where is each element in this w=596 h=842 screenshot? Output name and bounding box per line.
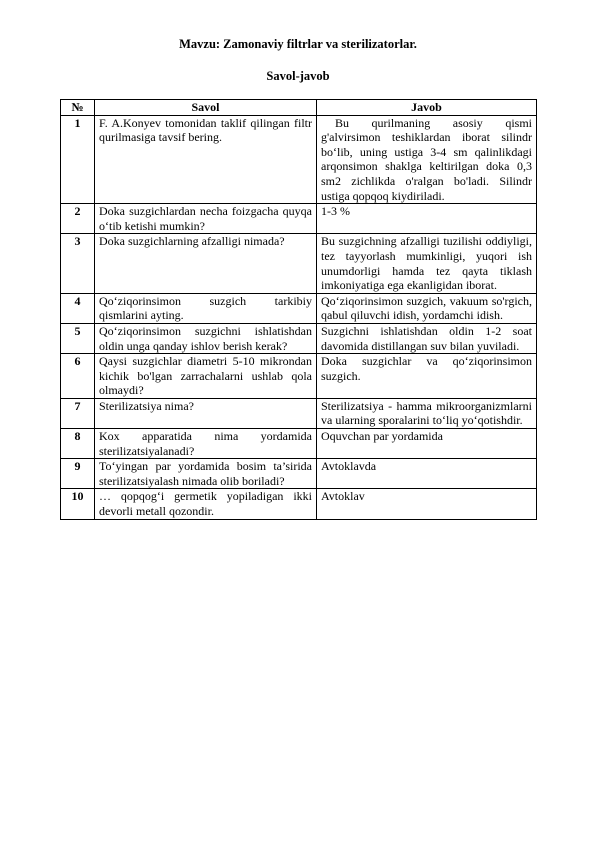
row-number: 2 [61, 204, 95, 234]
row-number: 7 [61, 398, 95, 428]
question-cell: Qo‘ziqorinsimon suzgichni ishlatishdan oldin unga qanday ishlov berish kerak? [95, 323, 317, 353]
question-cell: Sterilizatsiya nima? [95, 398, 317, 428]
table-row [61, 429, 537, 459]
answer-cell: Oquvchan par yordamida [317, 429, 537, 459]
row-number: 8 [61, 429, 95, 459]
table-header-row [61, 100, 537, 116]
row-number: 4 [61, 293, 95, 323]
answer-cell: Bu qurilmaning asosiy qismi g'alvirsimon teshiklardan iborat silindr bo‘lib, uning ustiga 3-4 sm qalinlikdagi arqonsimon shaklga keltirilgan doka 0,3 sm2 zichlikda o'ralgan bo'ladi. Silindr ustiga qopqoq kiydiriladi. [317, 115, 537, 204]
table-row [61, 234, 537, 293]
table-row [61, 115, 537, 204]
answer-cell: Doka suzgichlar va qo‘ziqorinsimon suzgich. [317, 354, 537, 399]
row-number: 6 [61, 354, 95, 399]
column-header-question: Savol [95, 100, 317, 116]
question-cell: Kox apparatida nima yordamida sterilizatsiyalanadi? [95, 429, 317, 459]
table-row [61, 354, 537, 399]
question-cell: Qo‘ziqorinsimon suzgich tarkibiy qismlarini ayting. [95, 293, 317, 323]
row-number: 9 [61, 459, 95, 489]
page-subtitle: Savol-javob [266, 69, 330, 83]
page-title: Mavzu: Zamonaviy filtrlar va sterilizatorlar. [179, 37, 417, 51]
answer-cell: Qo‘ziqorinsimon suzgich, vakuum so'rgich, qabul qiluvchi idish, yordamchi idish. [317, 293, 537, 323]
answer-cell: Bu suzgichning afzalligi tuzilishi oddiyligi, tez tayyorlash mumkinligi, yuqori ish unumdorligi hamda tez qayta tiklash imkoniyatiga ega ekanligidan iborat. [317, 234, 537, 293]
table-row [61, 293, 537, 323]
table-row [61, 459, 537, 489]
answer-cell: Avtoklav [317, 489, 537, 519]
question-cell: … qopqog‘i germetik yopiladigan ikki devorli metall qozondir. [95, 489, 317, 519]
table-row [61, 489, 537, 519]
question-cell: To‘yingan par yordamida bosim ta’sirida sterilizatsiyalash nimada olib boriladi? [95, 459, 317, 489]
row-number: 3 [61, 234, 95, 293]
question-cell: F. A.Konyev tomonidan taklif qilingan filtr qurilmasiga tavsif bering. [95, 115, 317, 204]
table-row [61, 204, 537, 234]
row-number: 5 [61, 323, 95, 353]
question-cell: Doka suzgichlardan necha foizgacha quyqa o‘tib ketishi mumkin? [95, 204, 317, 234]
answer-cell: 1-3 % [317, 204, 537, 234]
column-header-number: № [61, 100, 95, 116]
question-cell: Qaysi suzgichlar diametri 5-10 mikrondan kichik bo'lgan zarrachalarni ushlab qola olmaydi? [95, 354, 317, 399]
qa-table [60, 99, 537, 520]
answer-cell: Suzgichni ishlatishdan oldin 1-2 soat davomida distillangan suv bilan yuviladi. [317, 323, 537, 353]
column-header-answer: Javob [317, 100, 537, 116]
row-number: 1 [61, 115, 95, 204]
question-cell: Doka suzgichlarning afzalligi nimada? [95, 234, 317, 293]
answer-cell: Sterilizatsiya - hamma mikroorganizmlarni va ularning sporalarini to‘liq yo‘qotishdir. [317, 398, 537, 428]
answer-cell: Avtoklavda [317, 459, 537, 489]
table-row [61, 323, 537, 353]
row-number: 10 [61, 489, 95, 519]
table-row [61, 398, 537, 428]
